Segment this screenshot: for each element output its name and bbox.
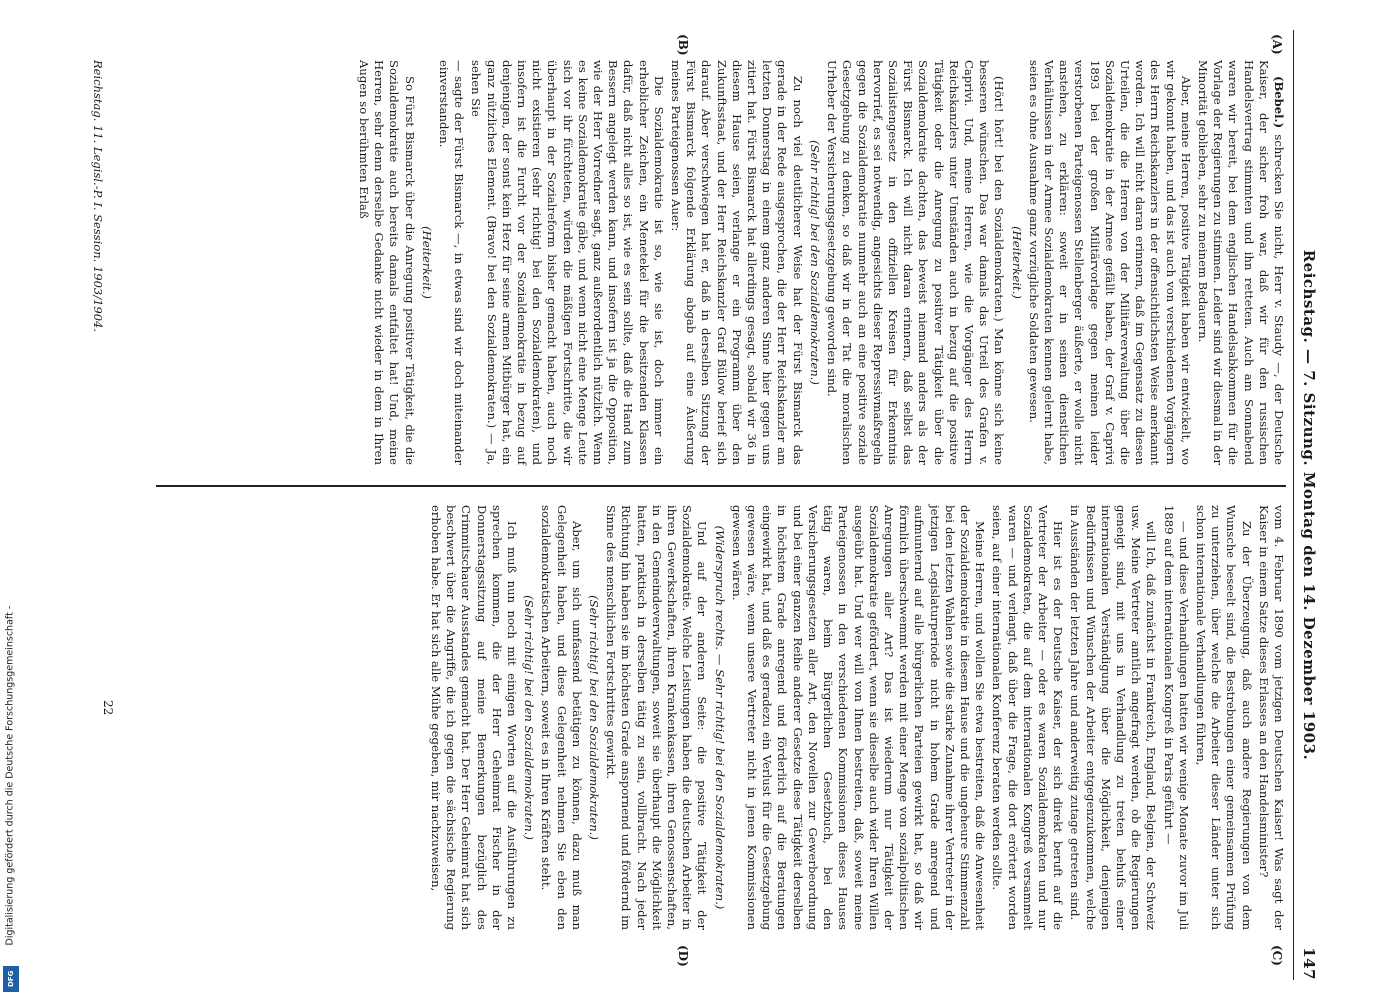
paragraph-text: (Heiterkeit.) <box>1009 226 1024 299</box>
paragraph <box>419 60 434 465</box>
paragraph <box>538 505 584 930</box>
paragraph-text: So Fürst Bismarck über die Anregung positiver Tätigkeit, die die Sozialdemokratie auch bereits damals entfaltet hat! Und, meine Herren, sehr denn derselbe Gedanke nicht wieder in dem in Ihren Augen so berühmten Erlaß <box>357 60 417 465</box>
paragraph-text: Meine Herren, und wollen Sie etwa bestreiten, daß die Anwesenheit der Sozialdemokratie in diesem Hause und die ungeheure Stimmenzahl bei den letzten Wahlen sowie die starke Zunahme ihrer Vertreter in der jetzigen Legislaturperiode nicht in hohem Grade anregend und aufmunternd auf alle bürgerlichen Parteien gewirkt hat, so daß wir förmlich überschwemmt werden mit einer Menge von sozialpolitischen Anregungen aller Art? Das ist wiederum nur Tätigkeit der Sozialdemokratie gefördert, wenn sie dieselbe auch wider Ihren Willen ausgeübt hat. Und wer will von Ihnen bestreiten, daß, soweit meine Parteigenossen in den verschiedenen Kommissionen dieses Hauses tätig waren, beim Bürgerlichen Gesetzbuch, bei den Versicherungsgesetzen aller Art, den Novellen zur Gewerbeordnung und bei einer ganzen Reihe anderer Gesetze diese Tätigkeit derselben in höchstem Grade anregend und förderlich auf die Beratungen eingewirkt hat, und daß es geradezu ein Verlust für die Gesetzgebung gewesen wäre, wenn unsere Vertreter nicht in jenen Kommissionen gewesen wären. <box>729 505 988 930</box>
paragraph-text: Hier ist es der Deutsche Kaiser, der sich direkt beruft auf die Vertreter der Arbeiter — oder es waren Sozialdemokraten und nur Sozialdemokraten, die auf dem internationalen Kongreß versammelt waren — und verlangt, daß über die Frage, die dort erörtert worden seien, auf einer internationalen Konferenz beraten werden sollte. <box>990 505 1066 930</box>
paragraph-text: schrecken Sie nicht, Herr v. Staudy —, der Deutsche Kaiser, der sicher froh war, daß wir für den russischen Handelsvertrag stimmten und ihn retteten. Auch am Sonnabend waren wir bereit, bei dem englischen Handelsabkommen für die Vorlage der Regierungen zu stimmen. Leider sind wir diesmal in der Minorität geblieben, sehr zu meinem Bedauern. <box>1195 60 1286 465</box>
header-rule <box>1293 30 1294 980</box>
paragraph-text: (Sehr richtig! bei den Sozialdemokraten.) <box>807 140 822 385</box>
paragraph <box>824 60 1006 465</box>
paragraph <box>586 505 601 930</box>
paragraph <box>729 505 987 930</box>
right-column <box>426 505 1286 930</box>
paragraph <box>1008 60 1023 465</box>
paragraph-text: will Ich, daß zunächst in Frankreich, England, Belgien, der Schweiz usw. Meine Vertreter amtlich angefragt werden, ob die Regierungen geneigt sind, mit uns in Verhandlung zu treten behufs einer internationalen Verständigung über die Möglichkeit, denjenigen Bedürfnissen und Wünschen der Arbeiter entgegenzukommen, welche in Ausständen der letzten Jahre und anderweitig zutage getreten sind. <box>1068 505 1159 930</box>
paragraph <box>989 505 1065 930</box>
document-page <box>30 0 1330 1000</box>
paragraph <box>1160 505 1190 930</box>
paragraph <box>428 505 519 930</box>
paragraph <box>1067 505 1158 930</box>
paragraph <box>668 60 805 465</box>
paragraph-text: (Widerspruch rechts. — Sehr richtig! bei den Sozialdemokraten.) <box>712 525 727 910</box>
paragraph-text: Aber, um sich umfassend betätigen zu können, dazu muß man Gelegenheit haben, und diese Gelegenheit nehmen Sie eben den sozialdemokratischen Arbeitern, soweit es in Ihren Kräften steht. <box>539 505 584 930</box>
page-number: 147 <box>1300 947 1318 980</box>
paragraph <box>1256 505 1286 930</box>
margin-marker-c: (C) <box>1270 945 1284 966</box>
paragraph <box>807 60 822 465</box>
margin-marker-a: (A) <box>1270 34 1284 55</box>
paragraph-text: Zu noch viel deutlicherer Weise hat der Fürst Bismarck das gerade in der Rede ausgesprochen, die der Herr Reichskanzler am letzten Donnerstag in einem ganz anderen Sinne hier gegen uns zitiert hat. Fürst Bismarck hat allerdings gesagt, sobald wir 36 in diesem Hause seien, verlange er ein Programm über den Zukunftsstaat, und der Herr Reichskanzler Graf Bülow berief sich darauf. Aber verschwiegen hat er, daß in derselben Sitzung der Fürst Bismarck folgende Erklärung abgab auf eine Äußerung meines Parteigenossen Auer: <box>669 60 805 465</box>
margin-marker-d: (D) <box>676 945 690 967</box>
digitization-credit <box>0 0 22 1000</box>
paragraph <box>603 505 709 930</box>
paragraph <box>356 60 417 465</box>
paragraph-text: — und diese Verhandlungen hatten wir wenige Monate zuvor im Juli 1889 auf dem internationalen Kongreß in Paris geführt — <box>1161 505 1191 930</box>
paragraph <box>468 60 666 465</box>
page-footer: Reichstag. 11. Legisl.-P. I. Session. 1903/1904. <box>91 60 105 333</box>
dfg-logo: DFG <box>3 966 19 992</box>
paragraph-text: Zu der Überzeugung, daß auch andere Regierungen von dem Wunsche beseelt sind, die Bestrebungen einer gemeinsamen Prüfung zu unterziehen, über welche die Arbeiter dieser Länder unter sich schon internationale Verhandlungen führen, <box>1193 505 1254 930</box>
running-title: Reichstag. — 7. Sitzung. Montag den 14. Dezember 1903. <box>1300 249 1318 761</box>
column-divider <box>156 485 1286 487</box>
paragraph-text: Ich muß nun noch mit einigen Worten auf die Ausführungen zu sprechen kommen, die der Herr Geheimrat Fischer in der Donnerstagssitzung auf meine Bemerkungen bezüglich des Crimmitschauer Ausstandes gemacht hat. Der Herr Geheimrat hat sich beschwert über die Angriffe, die ich gegen die sächsische Regierung erhoben habe. Er hat sich alle Mühe gegeben, mir nachzuweisen, <box>429 505 520 930</box>
left-column <box>354 60 1286 465</box>
paragraph <box>711 505 726 930</box>
paragraph-text: vom 4. Februar 1890 vom jetzigen Deutschen Kaiser! Was sagt der Kaiser in einem Satze dieses Erlasses an den Handelsminister? <box>1256 505 1286 930</box>
paragraph-text: (Sehr richtig! bei den Sozialdemokraten.) <box>522 595 537 840</box>
speaker-name: (Bebel.) <box>1272 76 1286 129</box>
paragraph <box>1026 60 1193 465</box>
paragraph <box>436 60 466 465</box>
paragraph <box>1193 505 1254 930</box>
margin-marker-b: (B) <box>676 34 690 56</box>
paragraph-text: — sagte der Fürst Bismarck —, in etwas sind wir doch miteinander einverstanden. <box>437 60 467 465</box>
paragraph-text: (Sehr richtig! bei den Sozialdemokraten.) <box>587 595 602 840</box>
credit-text: Digitalisierung gefördert durch die Deutsche Forschungsgemeinschaft - <box>4 605 16 946</box>
paragraph-text: Die Sozialdemokratie ist so, wie sie ist, doch immer ein erheblicher Zeichen, ein Menetekel für die besitzenden Klassen dafür, daß nicht alles so ist, wie es sein sollte, daß die Hand zum Bessern angelegt werden kann, und insofern ist ja die Opposition, wie der Herr Vorredner sagt, ganz außerordentlich nützlich. Wenn es keine Sozialdemokratie gäbe, und wenn nicht eine Menge Leute sich vor ihr fürchteten, würden die mäßigen Fortschritte, die wir überhaupt in der Sozialreform bisher gemacht haben, auch noch nicht existieren (sehr richtig! bei den Sozialdemokraten), und insofern ist die Furcht vor der Sozialdemokratie in bezug auf denjenigen, der sonst kein Herz für seine armen Mitbürger hat, ein ganz nützliches Element. (Bravo! bei den Sozialdemokraten.) — Ja, sehen Sie <box>469 60 666 465</box>
paragraph <box>1195 60 1286 465</box>
signature-number: 22 <box>101 700 115 716</box>
paragraph-text: (Heiterkeit.) <box>419 226 434 299</box>
paragraph-text: Und auf der anderen Seite: die positive Tätigkeit der Sozialdemokratie. Welche Leistungen haben die deutschen Arbeiter in ihren Gewerkschaften, ihren Krankenkassen, ihren Genossenschaften, in den Gemeindeverwaltungen, soweit sie überhaupt die Möglichkeit hatten, praktisch in derselben tätig zu sein, vollbracht. Nach jeder Richtung hin haben sie im höchsten Grade anspornend und fördernd im Sinne des menschlichen Fortschrittes gewirkt. <box>604 505 710 930</box>
paragraph-text: Aber, meine Herren, positive Tätigkeit haben wir entwickelt, wo wir gekonnt haben, und das ist auch von verschiedenen Vorgängern des Herrn Reichskanzlers in der offensichtlichsten Weise anerkannt worden. Ich will nicht daran erinnern, daß im Gegensatz zu diesen Urteilen, die die Herren von der Militärverwaltung über die Sozialdemokratie in der Armee gefällt haben, der Graf v. Caprivi 1893 bei der großen Militärvorlage gegen meinen leider verstorbenen Parteigenossen Stellenberger äußerte, er wolle nicht anstehen, zu erklären: soweit er in seinen dienstlichen Verhältnissen in der Armee Sozialdemokraten kennen gelernt habe, seien es ohne Ausnahme ganz vorzügliche Soldaten gewesen. <box>1026 60 1193 465</box>
paragraph-text: (Hört! hört! bei den Sozialdemokraten.) Man könne sich keine besseren wünschen. Das war damals das Urteil des Grafen v. Caprivi. Und, meine Herren, wie die Vorgänger des Herrn Reichskanzlers unter Umständen auch in bezug auf die positive Tätigkeit oder die Anregung zu positiver Tätigkeit über die Sozialdemokratie dachten, das beweist niemand anders als der Fürst Bismarck. Ich will nicht daran erinnern, daß selbst das Sozialistengesetz in den offiziellen Kreisen für Erkenntnis hervorrief, es sei notwendig, angesichts dieser Repressivmaßregeln gegen die Sozialdemokratie nunmehr auch an eine positive soziale Gesetzgebung zu denken, so daß wir in der Tat die moralischen Urheber der Versicherungsgesetzgebung geworden sind. <box>825 60 1007 465</box>
page-header <box>1292 30 1322 980</box>
paragraph <box>521 505 536 930</box>
